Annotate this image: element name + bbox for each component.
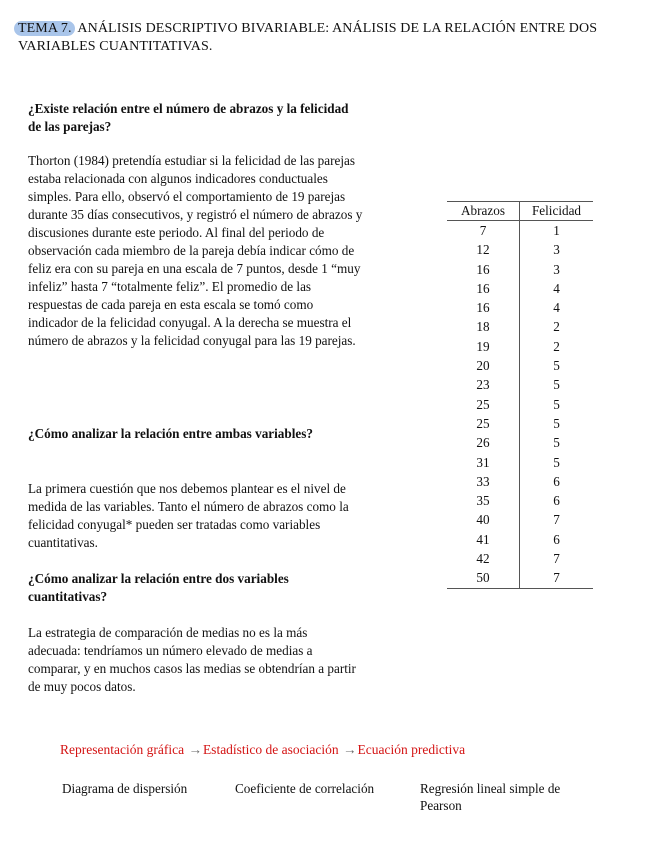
cell-abrazos: 16 bbox=[447, 279, 520, 298]
table-header-row bbox=[447, 202, 593, 221]
cell-felicidad: 4 bbox=[553, 280, 560, 296]
method-coeficiente: Coeficiente de correlación bbox=[235, 781, 375, 796]
cell-abrazos: 18 bbox=[447, 317, 520, 336]
cell-felicidad: 7 bbox=[553, 512, 560, 528]
cell-felicidad: 5 bbox=[553, 415, 560, 431]
table-row bbox=[447, 414, 593, 433]
cell-felicidad: 2 bbox=[553, 319, 560, 335]
question-1: ¿Existe relación entre el número de abrazos y la felicidad de las parejas? bbox=[28, 101, 349, 134]
arrow-right-icon: → bbox=[343, 742, 357, 757]
cell-felicidad: 3 bbox=[553, 261, 560, 277]
cell-felicidad: 6 bbox=[553, 531, 560, 547]
table-row bbox=[447, 453, 593, 472]
flow-step-ecuacion: Ecuación predictiva bbox=[357, 742, 466, 757]
cell-abrazos: 16 bbox=[447, 298, 520, 317]
table-row bbox=[447, 298, 593, 317]
cell-abrazos: 16 bbox=[447, 260, 520, 279]
method-regresion: Regresión lineal simple de Pearson bbox=[420, 781, 561, 813]
table-row bbox=[447, 356, 593, 375]
table-row bbox=[447, 510, 593, 529]
table-row bbox=[447, 337, 593, 356]
table-row bbox=[447, 317, 593, 336]
header-felicidad: Felicidad bbox=[520, 202, 594, 221]
data-table bbox=[447, 201, 593, 589]
title-text: ANÁLISIS DESCRIPTIVO BIVARIABLE: ANÁLISIS DE LA RELACIÓN ENTRE DOS VARIABLES CUANTITATIVAS. bbox=[18, 21, 598, 54]
cell-abrazos: 12 bbox=[447, 240, 520, 259]
cell-felicidad: 7 bbox=[553, 551, 560, 567]
arrow-right-icon: → bbox=[188, 742, 202, 757]
method-diagrama: Diagrama de dispersión bbox=[62, 781, 188, 796]
paragraph-3: La estrategia de comparación de medias no es la más adecuada: tendríamos un número elevado de medias a comparar, y en muchos casos las medias se obtendrían a partir de muy pocos datos. bbox=[28, 625, 356, 694]
table-row bbox=[447, 279, 593, 298]
cell-felicidad: 7 bbox=[520, 568, 594, 588]
tema-badge: TEMA 7. bbox=[14, 21, 75, 36]
cell-abrazos: 7 bbox=[447, 221, 520, 241]
question-2: ¿Cómo analizar la relación entre ambas variables? bbox=[28, 426, 313, 441]
table-row bbox=[447, 240, 593, 259]
table-row bbox=[447, 568, 593, 588]
paragraph-2: La primera cuestión que nos debemos plantear es el nivel de medida de las variables. Tanto el número de abrazos como la felicidad conyugal* pueden ser tratadas como variables cuantitativas. bbox=[28, 481, 349, 550]
cell-abrazos: 19 bbox=[447, 337, 520, 356]
cell-abrazos: 25 bbox=[447, 414, 520, 433]
cell-abrazos: 50 bbox=[447, 568, 520, 588]
question-3: ¿Cómo analizar la relación entre dos variables cuantitativas? bbox=[28, 571, 289, 604]
cell-felicidad: 2 bbox=[553, 338, 560, 354]
cell-felicidad: 5 bbox=[553, 377, 560, 393]
cell-felicidad: 6 bbox=[553, 473, 560, 489]
cell-felicidad: 5 bbox=[553, 358, 560, 374]
flow-step-representacion: Representación gráfica bbox=[60, 742, 185, 757]
flow-step-estadistico: Estadístico de asociación bbox=[202, 742, 339, 757]
table-body bbox=[447, 221, 593, 589]
cell-felicidad: 5 bbox=[553, 435, 560, 451]
cell-abrazos: 26 bbox=[447, 433, 520, 452]
table-row bbox=[447, 530, 593, 549]
cell-abrazos: 41 bbox=[447, 530, 520, 549]
table-row bbox=[447, 260, 593, 279]
cell-abrazos: 20 bbox=[447, 356, 520, 375]
cell-abrazos: 31 bbox=[447, 453, 520, 472]
cell-felicidad: 6 bbox=[553, 493, 560, 509]
cell-abrazos: 33 bbox=[447, 472, 520, 491]
header-abrazos: Abrazos bbox=[447, 202, 520, 221]
cell-felicidad: 3 bbox=[553, 242, 560, 258]
cell-abrazos: 35 bbox=[447, 491, 520, 510]
table-row bbox=[447, 549, 593, 568]
cell-abrazos: 40 bbox=[447, 510, 520, 529]
cell-felicidad: 5 bbox=[553, 396, 560, 412]
cell-felicidad: 4 bbox=[553, 300, 560, 316]
table-row bbox=[447, 375, 593, 394]
cell-abrazos: 23 bbox=[447, 375, 520, 394]
cell-felicidad: 1 bbox=[553, 223, 560, 238]
table-row bbox=[447, 221, 593, 241]
table-row bbox=[447, 433, 593, 452]
cell-felicidad: 5 bbox=[553, 454, 560, 470]
table-row bbox=[447, 472, 593, 491]
cell-abrazos: 42 bbox=[447, 549, 520, 568]
paragraph-1: Thorton (1984) pretendía estudiar si la felicidad de las parejas estaba relacionada con algunos indicadores conductuales simples. Para ello, observó el comportamiento de 19 parejas durante 35 días consecutivos, y registró el número de abrazos y discusiones durante este periodo. Al final del periodo de observación cada miembro de la pareja debía indicar cómo de feliz era con su pareja en una escala de 7 puntos, desde 1 “muy infeliz” hasta 7 “totalmente feliz”. El promedio de las respuestas de cada pareja en esta escala se tomó como indicador de la felicidad conyugal. A la derecha se muestra el número de abrazos y la felicidad conyugal para las 19 parejas. bbox=[28, 153, 363, 348]
table-row bbox=[447, 491, 593, 510]
table-row bbox=[447, 395, 593, 414]
analysis-flow bbox=[60, 741, 465, 759]
cell-abrazos: 25 bbox=[447, 395, 520, 414]
page-title bbox=[18, 20, 638, 56]
